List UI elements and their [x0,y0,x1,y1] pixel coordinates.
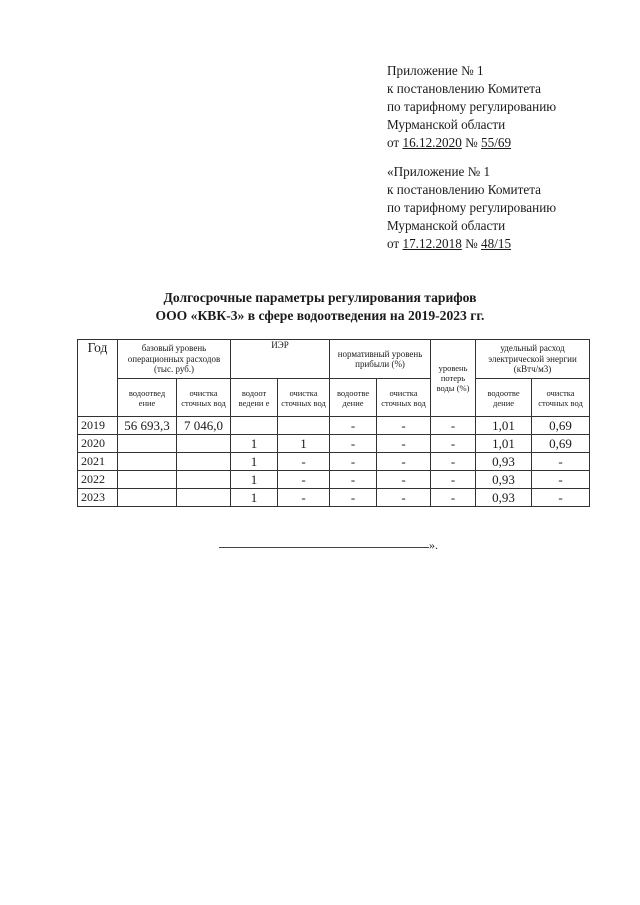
cell-ier-treat: - [278,453,330,471]
resolution-date: 16.12.2020 [402,135,462,150]
appendix-line: Мурманской области [387,218,506,233]
header-profit: нормативный уровень прибыли (%) [330,340,431,379]
cell-base-drain [118,489,177,507]
cell-profit-treat: - [377,435,431,453]
header-losses: уровень потерь воды (%) [431,340,476,417]
cell-losses: - [431,417,476,435]
cell-base-drain [118,435,177,453]
cell-energy-drain: 1,01 [476,417,532,435]
title-line-2: ООО «КВК-3» в сфере водоотведения на 2019-2023 гг. [155,308,485,323]
cell-profit-treat: - [377,417,431,435]
subheader-base-drain: водоотвед ение [118,379,177,417]
cell-year: 2022 [78,471,118,489]
cell-base-treat [177,471,231,489]
appendix-header-old [387,163,627,253]
date-prefix: от [387,236,400,251]
closing-underline [219,547,429,548]
appendix-date-line [387,134,627,152]
cell-base-drain [118,471,177,489]
appendix-date-line [387,235,627,253]
cell-profit-drain: - [330,453,377,471]
cell-losses: - [431,435,476,453]
cell-year: 2021 [78,453,118,471]
cell-ier-drain: 1 [231,471,278,489]
cell-energy-treat: - [532,489,590,507]
cell-base-treat: 7 046,0 [177,417,231,435]
cell-ier-treat [278,417,330,435]
subheader-profit-treat: очистка сточных вод [377,379,431,417]
cell-ier-drain: 1 [231,453,278,471]
cell-base-treat [177,489,231,507]
resolution-number: 55/69 [481,135,512,150]
cell-year: 2019 [78,417,118,435]
appendix-line: Приложение № 1 [387,63,484,78]
subheader-energy-drain: водоотве дение [476,379,532,417]
header-base-level: базовый уровень операционных расходов (тыс. руб.) [118,340,231,379]
appendix-line: по тарифному регулированию [387,99,557,114]
resolution-number: 48/15 [481,236,512,251]
cell-ier-drain: 1 [231,489,278,507]
cell-profit-drain: - [330,471,377,489]
appendix-line: по тарифному регулированию [387,200,557,215]
document-title [60,289,580,325]
cell-energy-drain: 0,93 [476,471,532,489]
cell-profit-drain: - [330,489,377,507]
cell-ier-treat: 1 [278,435,330,453]
cell-profit-drain: - [330,417,377,435]
cell-losses: - [431,489,476,507]
cell-base-drain [118,453,177,471]
cell-year: 2020 [78,435,118,453]
cell-ier-drain: 1 [231,435,278,453]
table-row [78,489,590,507]
closing-quote-mark: ». [429,538,438,552]
appendix-line: к постановлению Комитета [387,81,541,96]
appendix-header-new [387,62,627,152]
number-prefix: № [465,135,478,150]
table-subheader-row [78,379,590,417]
table-row [78,417,590,435]
cell-energy-treat: - [532,471,590,489]
appendix-line: к постановлению Комитета [387,182,541,197]
cell-losses: - [431,471,476,489]
cell-energy-treat: 0,69 [532,417,590,435]
parameters-table [77,339,590,507]
header-year: Год [78,340,118,417]
subheader-profit-drain: водоотве дение [330,379,377,417]
cell-base-treat [177,435,231,453]
subheader-ier-drain: водоот ведени е [231,379,278,417]
table-row [78,453,590,471]
cell-profit-treat: - [377,489,431,507]
number-prefix: № [465,236,478,251]
appendix-line: «Приложение № 1 [387,164,491,179]
cell-base-drain: 56 693,3 [118,417,177,435]
cell-ier-drain [231,417,278,435]
cell-ier-treat: - [278,471,330,489]
title-line-1: Долгосрочные параметры регулирования тарифов [163,290,477,305]
date-prefix: от [387,135,400,150]
table-header-row [78,340,590,379]
cell-losses: - [431,453,476,471]
cell-energy-treat: 0,69 [532,435,590,453]
table-row [78,435,590,453]
cell-profit-treat: - [377,453,431,471]
cell-energy-treat: - [532,453,590,471]
table-row [78,471,590,489]
resolution-date: 17.12.2018 [402,236,462,251]
subheader-base-treat: очистка сточных вод [177,379,231,417]
cell-energy-drain: 0,93 [476,453,532,471]
cell-energy-drain: 0,93 [476,489,532,507]
cell-year: 2023 [78,489,118,507]
subheader-energy-treat: очистка сточных вод [532,379,590,417]
cell-base-treat [177,453,231,471]
header-energy: удельный расход электрической энергии (кВтч/м3) [476,340,590,379]
subheader-ier-treat: очистка сточных вод [278,379,330,417]
appendix-line: Мурманской области [387,117,506,132]
cell-profit-treat: - [377,471,431,489]
header-ier: ИЭР [231,340,330,379]
cell-profit-drain: - [330,435,377,453]
cell-energy-drain: 1,01 [476,435,532,453]
cell-ier-treat: - [278,489,330,507]
